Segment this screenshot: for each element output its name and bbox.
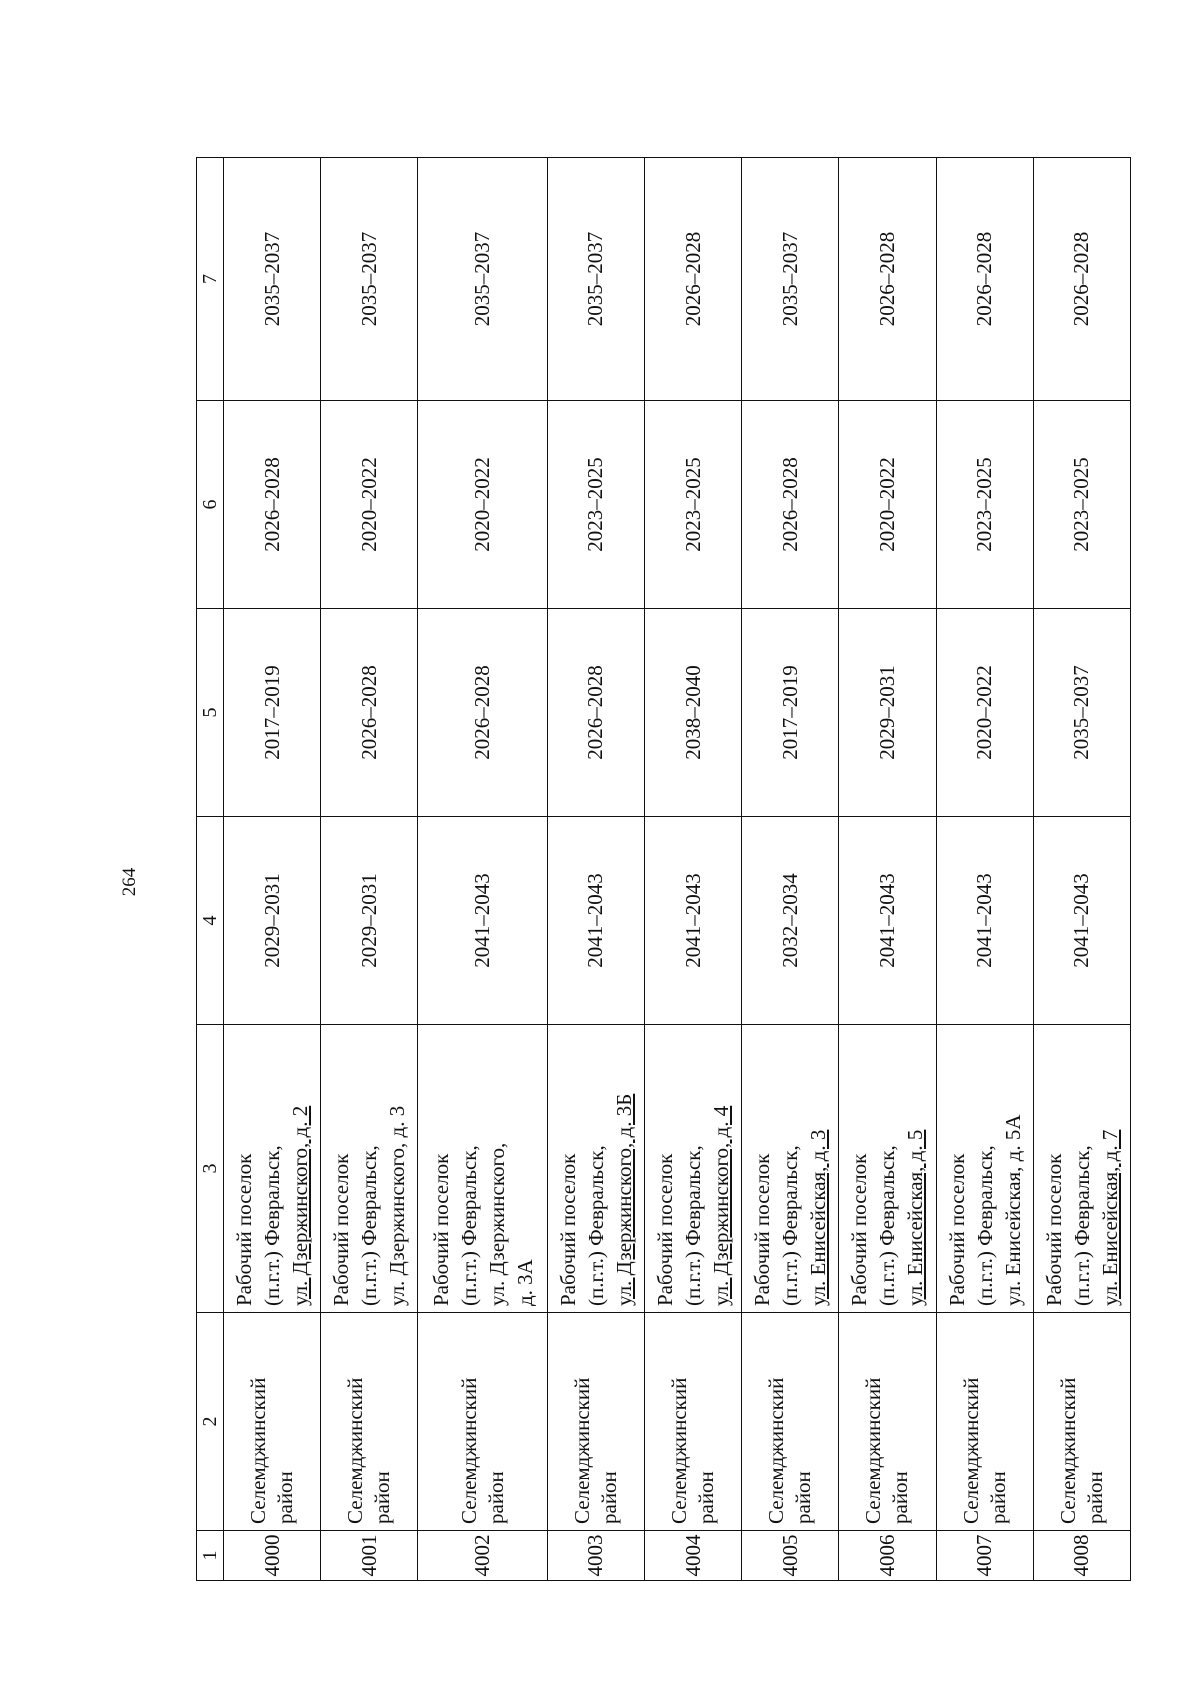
period-6-cell: 2023–2025	[1033, 401, 1130, 609]
address-line: ул. Дзержинского, д. 3Б	[611, 1093, 636, 1306]
district-line: район	[694, 1471, 718, 1524]
district-line: Селемджинский	[456, 1377, 481, 1524]
district-cell	[418, 1313, 547, 1531]
district-line: Селемджинский	[861, 1377, 886, 1524]
row-number: 4004	[644, 1531, 741, 1581]
address-line: (п.г.т.) Февральск,	[972, 1145, 997, 1306]
address-line: д. 3А	[512, 1259, 537, 1306]
table-row	[936, 158, 1033, 1581]
column-header-2: 2	[197, 1313, 224, 1531]
district-line: район	[596, 1471, 621, 1524]
period-6-cell: 2026–2028	[224, 401, 321, 609]
address-cell	[1033, 1025, 1130, 1313]
period-5-cell: 2017–2019	[742, 609, 839, 817]
period-7-cell: 2035–2037	[418, 158, 547, 401]
period-5-cell: 2026–2028	[547, 609, 644, 817]
period-4-cell: 2041–2043	[1033, 817, 1130, 1025]
register-table	[196, 157, 1131, 1581]
period-4-cell: 2041–2043	[936, 817, 1033, 1025]
row-number: 4007	[936, 1531, 1033, 1581]
address-line: Рабочий поселок	[232, 1153, 257, 1306]
period-4-cell: 2029–2031	[224, 817, 321, 1025]
address-cell	[418, 1025, 547, 1313]
district-cell	[839, 1313, 936, 1531]
period-7-cell: 2026–2028	[644, 158, 741, 401]
address-line: (п.г.т.) Февральск,	[260, 1145, 285, 1306]
period-4-cell: 2041–2043	[644, 817, 741, 1025]
period-7-cell: 2026–2028	[1033, 158, 1130, 401]
column-header-3: 3	[197, 1025, 224, 1313]
address-cell	[742, 1025, 839, 1313]
table-row	[644, 158, 741, 1581]
table-row	[547, 158, 644, 1581]
district-line: район	[273, 1471, 298, 1524]
address-line: Рабочий поселок	[555, 1153, 580, 1306]
table-row	[1033, 158, 1130, 1581]
table-row	[321, 158, 418, 1581]
district-cell	[224, 1313, 321, 1531]
table-row	[224, 158, 321, 1581]
period-4-cell: 2029–2031	[321, 817, 418, 1025]
period-4-cell: 2041–2043	[547, 817, 644, 1025]
period-5-cell: 2035–2037	[1033, 609, 1130, 817]
address-line: Рабочий поселок	[1041, 1153, 1066, 1306]
period-5-cell: 2020–2022	[936, 609, 1033, 817]
period-5-cell: 2026–2028	[418, 609, 547, 817]
district-cell	[321, 1313, 418, 1531]
address-line: ул. Дзержинского, д. 4	[709, 1105, 733, 1306]
row-number: 4001	[321, 1531, 418, 1581]
district-cell	[936, 1313, 1033, 1531]
district-line: Селемджинский	[1055, 1377, 1080, 1524]
row-number: 4003	[547, 1531, 644, 1581]
district-line: район	[1082, 1471, 1107, 1524]
column-header-6: 6	[197, 401, 224, 609]
period-4-cell: 2041–2043	[418, 817, 547, 1025]
period-6-cell: 2023–2025	[644, 401, 741, 609]
row-number: 4008	[1033, 1531, 1130, 1581]
address-line: Рабочий поселок	[750, 1153, 775, 1306]
row-number: 4005	[742, 1531, 839, 1581]
address-line: ул. Дзержинского, д. 3	[385, 1105, 410, 1306]
column-header-7: 7	[197, 158, 224, 401]
page-number: 264	[119, 867, 140, 897]
period-6-cell: 2020–2022	[839, 401, 936, 609]
period-7-cell: 2035–2037	[547, 158, 644, 401]
address-cell	[936, 1025, 1033, 1313]
period-5-cell: 2017–2019	[224, 609, 321, 817]
district-line: район	[483, 1471, 508, 1524]
address-line: (п.г.т.) Февральск,	[778, 1145, 803, 1306]
table-body	[224, 158, 1131, 1581]
district-line: район	[888, 1471, 913, 1524]
period-7-cell: 2026–2028	[839, 158, 936, 401]
period-6-cell: 2020–2022	[418, 401, 547, 609]
period-5-cell: 2038–2040	[644, 609, 741, 817]
period-5-cell: 2029–2031	[839, 609, 936, 817]
address-line: (п.г.т.) Февральск,	[1069, 1145, 1094, 1306]
table-row	[742, 158, 839, 1581]
address-line: ул. Дзержинского,	[484, 1142, 509, 1306]
period-4-cell: 2032–2034	[742, 817, 839, 1025]
table-header-row	[197, 158, 224, 1581]
period-7-cell: 2035–2037	[321, 158, 418, 401]
period-6-cell: 2023–2025	[936, 401, 1033, 609]
address-line: Рабочий поселок	[428, 1153, 453, 1306]
district-line: Селемджинский	[667, 1377, 691, 1524]
address-cell	[644, 1025, 741, 1313]
column-header-1: 1	[197, 1531, 224, 1581]
period-6-cell: 2020–2022	[321, 401, 418, 609]
rotated-table-container	[196, 158, 1131, 1581]
period-6-cell: 2023–2025	[547, 401, 644, 609]
address-line: Рабочий поселок	[944, 1153, 969, 1306]
period-7-cell: 2035–2037	[742, 158, 839, 401]
row-number: 4006	[839, 1531, 936, 1581]
district-cell	[742, 1313, 839, 1531]
district-line: Селемджинский	[764, 1377, 789, 1524]
period-7-cell: 2035–2037	[224, 158, 321, 401]
district-cell	[644, 1313, 741, 1531]
district-line: район	[985, 1471, 1010, 1524]
address-cell	[224, 1025, 321, 1313]
address-line: Рабочий поселок	[847, 1153, 872, 1306]
period-4-cell: 2041–2043	[839, 817, 936, 1025]
address-cell	[321, 1025, 418, 1313]
district-line: Селемджинский	[569, 1377, 594, 1524]
period-5-cell: 2026–2028	[321, 609, 418, 817]
address-line: (п.г.т.) Февральск,	[681, 1145, 705, 1306]
table-row	[839, 158, 936, 1581]
row-number: 4002	[418, 1531, 547, 1581]
address-line: Рабочий поселок	[329, 1153, 354, 1306]
district-line: район	[791, 1471, 816, 1524]
district-line: Селемджинский	[246, 1377, 271, 1524]
district-cell	[547, 1313, 644, 1531]
address-line: ул. Енисейская, д. 5	[903, 1129, 928, 1306]
address-line: (п.г.т.) Февральск,	[583, 1145, 608, 1306]
table-row	[418, 158, 547, 1581]
address-line: (п.г.т.) Февральск,	[357, 1145, 382, 1306]
district-cell	[1033, 1313, 1130, 1531]
address-line: Рабочий поселок	[653, 1153, 677, 1306]
address-line: ул. Енисейская, д. 3	[806, 1129, 831, 1306]
row-number: 4000	[224, 1531, 321, 1581]
address-cell	[839, 1025, 936, 1313]
address-line: (п.г.т.) Февральск,	[456, 1145, 481, 1306]
address-line: ул. Енисейская, д. 7	[1097, 1129, 1122, 1306]
address-cell	[547, 1025, 644, 1313]
address-line: ул. Енисейская, д. 5А	[1000, 1114, 1025, 1306]
column-header-4: 4	[197, 817, 224, 1025]
column-header-5: 5	[197, 609, 224, 817]
register-table-frame	[196, 158, 1131, 1581]
district-line: Селемджинский	[343, 1377, 368, 1524]
district-line: Селемджинский	[958, 1377, 983, 1524]
address-line: ул. Дзержинского, д. 2	[288, 1105, 313, 1306]
address-line: (п.г.т.) Февральск,	[875, 1145, 900, 1306]
period-7-cell: 2026–2028	[936, 158, 1033, 401]
district-line: район	[370, 1471, 395, 1524]
period-6-cell: 2026–2028	[742, 401, 839, 609]
